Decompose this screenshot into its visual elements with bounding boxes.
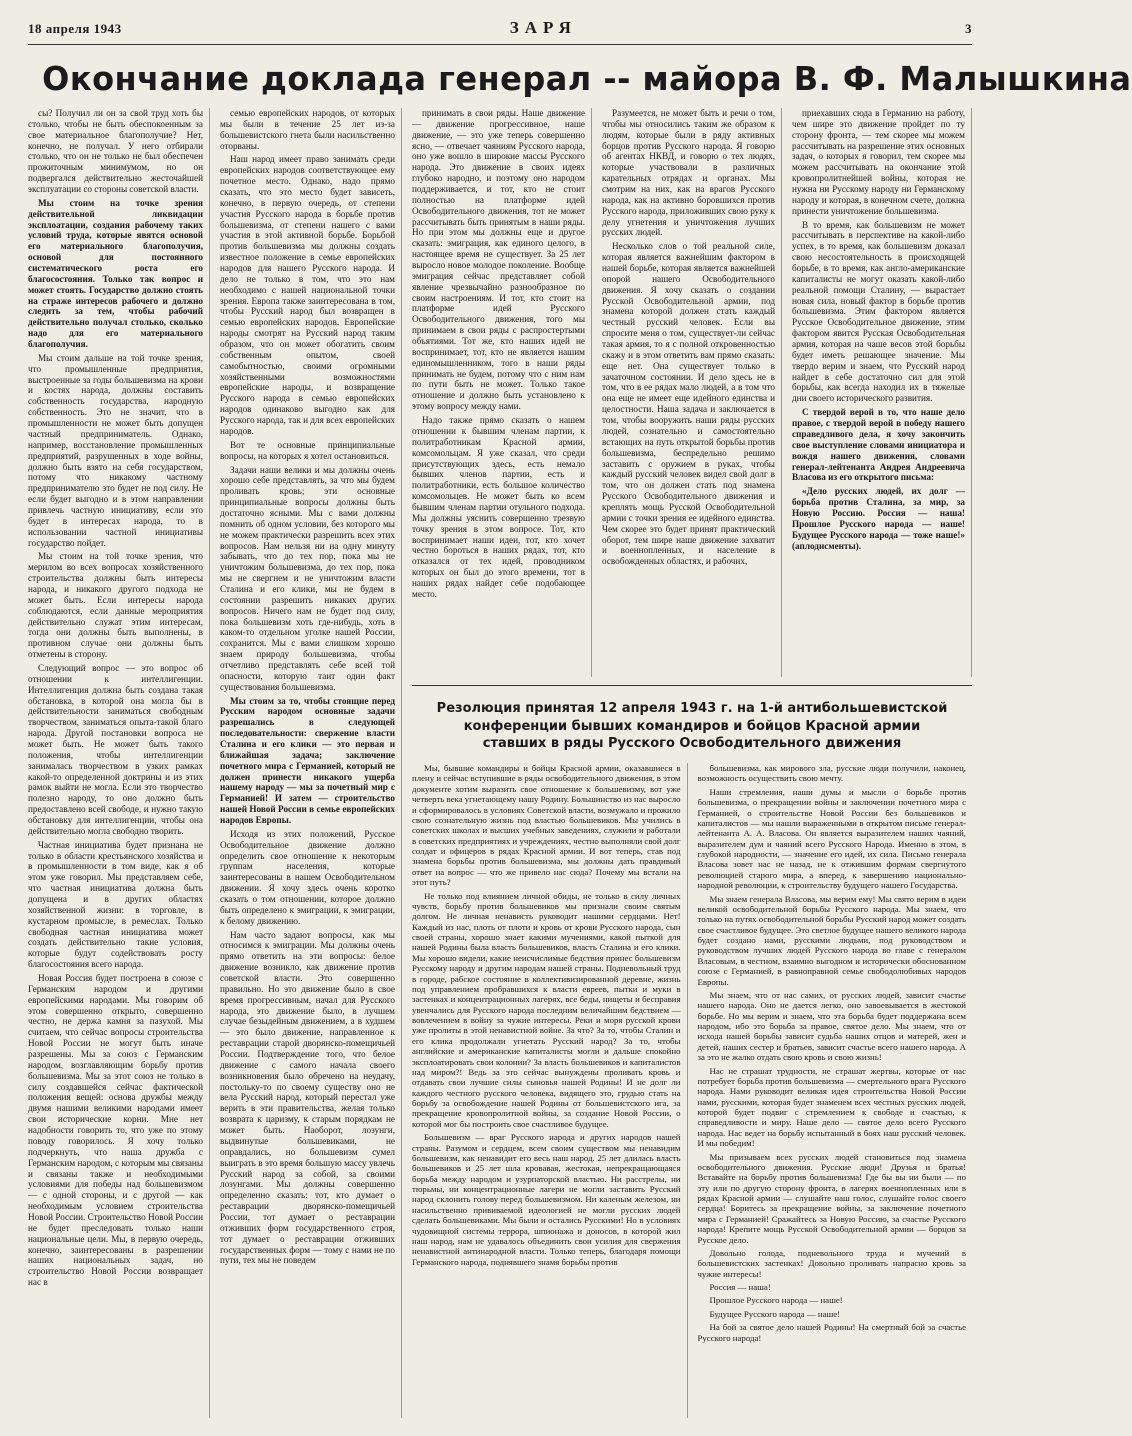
- paragraph: Исходя из этих положений, Русское Освободительное движение должно определить свое отношение к некоторым группам населения, которые заинтересованы в нашем Освободительном движении. Я хочу здесь очень коротко сказать о том отношении, которое должно быть определено к эмиграции, к эмиграции, к белому движению.: [220, 828, 395, 926]
- paragraph: сы? Получил ли он за свой труд хоть бы столько, чтобы не быть обеспокоенным за свое материальное благополучие? Нет, конечно, не получал. У него отбирали столько, что он не только не был обеспечен прожиточным минимумом, но он подвергался действительно жесточайшей эксплуатации со стороны советской власти.: [28, 108, 203, 195]
- paragraph: большевизма, как мирового зла, русские люди получили, наконец, возможность осуществить свою мечту.: [697, 763, 966, 784]
- paragraph: «Дело русских людей, их долг — борьба против Сталина, за мир, за Новую Россию. Россия — наша! Прошлое Русского народа — наше! Будущее Русского народа — тоже наше!» (аплодисменты).: [792, 486, 965, 551]
- paragraph: Частная инициатива будет признана не только в области крестьянского хозяйства и в промышленности в том виде, как я об этом уже говорил. Мы представляем себе, что частная инициатива должна быть допущена и в других областях хозяйственной жизни: в торговле, в кустарном промысле, в ремеслах. Только свободная частная инициатива может создать действительно такие условия, которые будут содействовать росту благосостояния всего народа.: [28, 839, 203, 970]
- paragraph: Мы стоим дальше на той точке зрения, что промышленные предприятия, выстроенные за годы большевизма на крови и костях народа, должны составить собственность государства, народную собственность. Это не значит, что в промышленности не может быть допущен частный предприниматель. Однако, например, восстановление промышленных предприятий, разрушенных в ходе войны, должно быть взято на себя государством, потому что никакому частному предпринимателю это будет не под силу. Не если будет выгодно и в этом направлении привлечь частную инициативу, если это будет в интересах народа, то в использовании частной инициативы государство пойдет.: [28, 352, 203, 548]
- text-column-4: [602, 108, 782, 677]
- paragraph: Наши стремления, наши думы и мысли о борьбе против большевизма, о прекращении войны и заключении почетного мира с Германией, о строительстве Новой России без большевиков и капиталистов — мы нашли выраженными в открытом письме генерал-лейтенанта А. А. Власова. Он является выразителем наших чаяний, выразителем дум и чаяний всего Русского Народа. Именно в этом, в глубокой народности, — значение его идей, их сила. Письмо генерала Власова зовет нас не назад, не к отжившим формам свергнутого революцией старого мира, а вперед, к завершению национально-народной революции, к строительству будущего нашего Государства.: [697, 786, 966, 891]
- paragraph: Россия — наша!: [709, 1282, 771, 1292]
- paragraph: Следующий вопрос — это вопрос об отношении к интеллигенции. Интеллигенция должна быть создана такая обстановка, в которой она могла бы в действительности заниматься свободным творчеством, заниматься опыта-такой благо народа. Другой постановки вопроса не может быть. Не может быть такого положения, чтобы интеллигенции занималась творчеством в узких рамках какой-то определенной доктрины и из этих рамок выйти не могла. Если это творчество полезно народу, то оно должно быть предоставлено всей свободе, и нужно такую обстановку для интеллигенции, чтобы она действительно могла свободно творить.: [28, 662, 203, 836]
- paragraph: Разумеется, не может быть и речи о том, чтобы мы относились таким же образом к людям, которые были в ряду активных борцов против Русского народа. Я говорю об агентах НКВД, и говорю о тех людях, которые участвовали в различных карательных отрядах и органах. Мы смотрим на них, как на врагов Русского народа, как на активно боровшихся против Русского народа, приложивших свою руку к делу угнетения и уничтожения лучших русских людей.: [602, 108, 775, 238]
- paragraph: Задачи наши велики и мы должны очень хорошо себе представлять, за что мы будем проливать кровь; эти основные принципиальные вопросы должны быть достаточно ясными. Мы с вами должны помнить об одном условии, без которого мы не можем практически разрешить всех этих вопросов. Нам нельзя ни на одну минуту забывать, что до тех пор, пока мы не уничтожим большевизма, до тех пор, пока мы не свергнем и не уничтожим власти Сталина и его клики, мы не будем в состоянии разрешить никаких других вопросов. Ничего нам не будет под силу, пока большевизм хоть где-нибудь, хоть в каком-то отдельном уголке нашей России, сохранится. Мы с вами слишком хорошо знаем природу большевизма, чтобы отчетливо представлять себе всей той опасности, которую таит один факт существования большевизма.: [220, 464, 395, 692]
- paragraph: Мы призываем всех русских людей становиться под знамена освободительного движения. Русские люди! Друзья и братья! Вставайте на борьбу против большевизма! Где бы вы ни были — по эту или по другую сторону фронта, в лагерях военнопленных или в рядах Красной армии — слушайте наш голос, слушайте голос своего сердца! Боритесь за прекращение войны, за заключение почетного мира с Германией! Сражайтесь за Новую Россию, за счастье Русского народа! Крепите мощь Русской Освободительной армии — борцов за Русское дело.: [697, 1151, 966, 1245]
- article-headline: Окончание доклада генерал -- майора В. Ф. Малышкина: [42, 59, 1132, 98]
- paragraph: Надо также прямо сказать о нашем отношении к бывшим членам партии, к политработникам Красной армии, комсомольцам. Я уже сказал, что среди присутствующих здесь, есть немало бывших членов партии, есть и политработники, есть большое количество комсомольцев. Не может быть ко всем бывшим членам партии отульного подхода. Мы должны уяснить совершенно трезвую точку зрения в этом вопросе. Тот, кто воспринимает наши идеи, тот, кто хочет честно бороться в наших рядах, тот, кто отказался от тех идей, проводником которых он был до этого времени, тот в наших рядах найдет себе подобающее место.: [412, 415, 585, 599]
- paragraph: Мы стоим на точке зрения действительной ликвидации эксплоатации, создания рабочему таких условий труда, которые явятся основой его материального благополучия, основой для постоянного систематического роста его благосостояния. Только так вопрос и может стоять. Государство должно стоять на страже интересов рабочего и должно следить за тем, чтобы рабочий действительно получал столько, сколько надо для его материального благополучия.: [28, 197, 203, 350]
- text-column-1: [28, 108, 210, 1418]
- middle-section: [412, 108, 972, 1418]
- paragraph: Мы знаем, что от нас самих, от русских людей, зависит счастье нашего народа. Оно не дается легко, оно завоевывается в жестокой борьбе. Но мы верим и знаем, что эта борьба будет поддержана всем народом, ибо это борьба за правое, святое дело. Мы знаем, что от исхода нашей борьбы зависит судьба наших отцов и матерей, жен и детей, наших сестер и братьев, зависит счастье всего нашего народа. А за это не жалко отдать свою кровь и свою жизнь!: [697, 989, 966, 1063]
- paragraph: Наш народ имеет право занимать среди европейских народов соответствующее ему почетное место. Однако, надо прямо сказать, что это место будет зависеть, конечно, в первую очередь, от степени участия Русского народа в борьбе против большевизма, от степени нашего с вами участия в этой активной борьбе. Борьбой против большевизма мы должны создать известное положение в семье европейских народов для нашего Русского народа. И дело не только в том, что это нам необходимо с нашей национальной точки зрения. Европа также заинтересована в том, чтобы Русский народ был возвращен в семью европейских народов. Европейские народы смотрят на Русский народ таким образом, что он может обогатить своим собственным опытом, своей самобытностью, своими огромными хозяйственными возможностями европейские народы, и возвращение Русского народа в семью европейских народов одинаково выгодно как для Русского народа, так и для всех европейских народов.: [220, 154, 395, 436]
- article-body: [28, 108, 972, 1418]
- resolution-section: [412, 685, 972, 1418]
- paragraph: Будущее Русского народа — наше!: [709, 1308, 841, 1319]
- paragraph: Мы знаем генерала Власова, мы верим ему! Мы свято верим в идеи великой освободительной борьбы Русского народа. Мы знаем, что только на путях освободительной борьбы Русский народ может создать свое счастливое будущее. Это светлое будущее нашего великого народа будет создано нами, русскими людьми, под руководством и руководством лучших людей Русского народа во главе с генералом Власовым, в честном, взаимно выгодном и исторически обоснованном союзе с Германией, в равноправной семье свободолюбивых народов Европы.: [697, 893, 966, 987]
- paragraph: Новая Россия будет построена в союзе с Германским народом и другими европейскими народами. Мы говорим об этом совершенно открыто, совершенно честно, не держа камня за пазухой. Мы считаем, что сейчас вопросы строительства Новой России не могут быть иначе разрешены. Мы за союз с Германским народом, возглавляющим борьбу против большевизма. Мы за этот союз не только в силу создавшейся сейчас фактической положения вещей: основа дружбы между двумя нашими великими народами имеет свои исторические корни. Мне нет надобности говорить то, что уже по этому поводу говорилось. Я хочу только подчеркнуть, что наша дружба с Германским народом, с которым мы связаны и связаны также и необходимыми условиями для победы над большевизмом — с одной стороны, и с другой — как необходимым условием строительства Новой России. Строительство Новой России не будет преследовать только наши национальные цели. Мы, в первую очередь, конечно, заинтересованы в разрешении наших национальных задач, но строительство Новой России возвращает нас в: [28, 973, 203, 1288]
- paragraph: Довольно голода, подневольного труда и мучений в большевистских застенках! Довольно проливать напрасно кровь за чужие интересы!: [697, 1247, 966, 1279]
- resolution-column-left: [412, 763, 688, 1418]
- paragraph: С твердой верой в то, что наше дело правое, с твердой верой в победу нашего справедливого дела, я хочу закончить свое выступление словами инициатора и вождя нашего движения, словами генерал-лейтенанта Андрея Андреевича Власова из его открытого письма:: [792, 407, 965, 483]
- paragraph: Мы стоим на той точке зрения, что мерилом во всех вопросах хозяйственного строительства должны быть интересы народа, и никакого другого подхода не может быть. Если интересы народа соблюдаются, если данные мероприятия действительно служат этим интересам, тогда они должны быть выполнены, в противном случае они должны быть отметены в сторону.: [28, 551, 203, 660]
- text-column-3: [412, 108, 592, 677]
- paragraph: На бой за святое дело нашей Родины! На смертный бой за счастье Русского народа!: [697, 1322, 966, 1343]
- paragraph: В то время, как большевизм не может рассчитывать в перспективе на какой-либо успех, в то время, как большевизм доказал свою несостоятельность в происходящей борьбе, в то время, как англо-американские капиталисты не могут оказать какой-либо реальной помощи Сталину, — вырастает новая сила, новый фактор в борьбе против большевизма. Этим фактором является Русское Освободительное движение, этим фактором явится Русская Освободительная армия, которая на чаше весов этой борьбы будет иметь решающее значение. Мы твердо верим и знаем, что Русский народ найдет в себе достаточно сил для этой борьбы, как всегда находил их в тяжелые дни своего исторического развития.: [792, 219, 965, 404]
- paragraph: Большевизм — враг Русского народа и других народов нашей страны. Разумом и сердцем, всем своим существом мы ненавидим большевизм, как ненавидит его весь наш народ. 25 лет длилась власть большевиков и 25 лет шла кровавая, жестокая, непрекращающаяся борьба между народом и узурпаторской властью. Ни расстрелы, ни тюрьмы, ни концентрационные лагери не могли заставить Русский народ склонить голову перед большевизмом. Ни каленым железом, ни насильственно прививаемой идеологией не могли русских людей сделать большевиками. Мы были и остались Русскими! Но в условиях чудовищной системы террора, шпионажа и доносов, в которой жил наш народ, нам не удавалось объединить свои усилия для свержения ненавистной антинародной власти. Только теперь, благодаря помощи Германского народа, поднявшего знамя борьбы против: [412, 1132, 681, 1267]
- newspaper-name: ЗАРЯ: [509, 18, 577, 37]
- middle-top-columns: [412, 108, 972, 677]
- paragraph: Прошлое Русского народа — наше!: [709, 1295, 843, 1306]
- masthead: [28, 18, 972, 45]
- paragraph: Мы, бывшие командиры и бойцы Красной армии, оказавшиеся в плену и сейчас вступившие в ряды освободительного движения, в этом документе хотим выразить свое отношение к большевизму, вот уже четверть века угнетающему нашу Родину. Большинство из нас выросло и сформировалось в условиях Советской власти, возмужало и прожило свою сознательную жизнь под властью большевиков. Мы учились в советских школах и высших учебных заведениях, служили и работали в советских предприятиях и учреждениях, честно выполняли свой долг солдат и офицеров в рядах Красной армии. И вот теперь, став под знамена борьбы против большевизма, мы должны дать правдивый ответ на вопрос — что же привело нас сюда? Почему мы встали на этот путь?: [412, 763, 681, 888]
- paragraph: приехавших сюда в Германию на работу, чем шире это движение пройдет по ту сторону фронта, — тем скорее мы можем рассчитывать на разрешение этих основных задач, о которых я говорил, тем скорее мы можем рассчитывать на окончание этой кровопролитнейшей войны, которая не нужна ни Русскому народу ни Германскому народу и которая, в конечном счете, должна принести уничтожение большевизма.: [792, 108, 965, 216]
- resolution-title: Резолюция принятая 12 апреля 1943 г. на 1-й антибольшевистской конференции бывших командиров и бойцов Красной армии ставших в ряды Русского Освободительного движения: [436, 701, 948, 752]
- paragraph: Несколько слов о той реальной силе, которая является важнейшим фактором в нашей борьбе, которая является важнейшей опорой нашего Освободительного движения. Я хочу сказать о создании Русской Освободительной армии, под знамена которой должен стать каждый честный русский человек. Если вы спросите меня о том, существует-ли сейчас такая армия, то я с полной откровенностью скажу и в этом ответить вам прямо сказать: еще нет. Она существует только в зачаточном состоянии. И дело здесь не в том, что в ее рядах мало людей, а в том что она еще не имеет еще идейного единства и целостности. Наша задача и заключается в том, чтобы вооружить наши ряды русских людей, сознательно и самостоятельно встающих на путь открытой борьбы против большевизма, беспредельно решимо заставить с оружием в руках, чтобы каждый русский человек видел свой долг в том, что он должен стать под знамена Русского Освободительного движения и креплять мощь Русской Освободительной армии с точки зрения ее идейного единства. Чем скорее это будет принят практический оборот, тем шире наше движение захватит и военнопленных, и население в освобожденных областях, и рабочих,: [602, 241, 775, 567]
- paragraph: Не только под влиянием личной обиды, не только в силу личных чувств, борьбу против большевиков мы признали своим святым долгом. Не личная ненависть руководит нашими сердцами. Нет! Каждый из нас, плоть от плоти и кровь от крови Русского народа, сын своей страны, хорошо знает какими мучениями, какой пыткой для нашей Родины была власть большевиков, власть Сталина и его клики. Мы хорошо видели, какие неисчислимые бедствия принес большевизм Русскому народу и другим народам нашей страны. Подневольный труд в городе, рабское состояние в коллективизированной деревне, жизнь под управлением пробравшихся к власти евреев, пытки и муки в застенках и концентрационных лагерях, все беды, нищеты и бесправия увенчались для Русского народа последним величайшим бедствием — вовлечением в войну за чужие интересы. Реки и моря русской крови уже пролиты в этой ненавистной войне. За что? За то, чтобы Сталин и его клика продолжали угнетать Русский народ? За то, чтобы английские и американские капиталисты могли и дальше спокойно эксплоатировать свои колонии? За власть большевиков и капиталистов над миром?! Ведь за это сейчас вынуждены проливать кровь и отдавать свои лучшие силы сыновья нашей Родины! И не долг ли каждого честного русского человека, видящего это, грудью стать на борьбу за освобождение нашей Родины от большевистского ига, за прекращение кровопролитной войны, за создание Новой России, о которой мог бы построить свое счастливое будущее.: [412, 890, 681, 1129]
- page-number: 3: [964, 21, 972, 36]
- paragraph: Мы стоим за то, чтобы стоящие перед Русским народом основные задачи разрешались в следующей последовательности: свержение власти Сталина и его клики — это первая и ближайшая задача; заключение почетного мира с Германией, который не должен принести никакого ущерба нашему народу — мы за почетный мир с Германией! И затем — строительство нашей Новой России в семье европейских народов Европы.: [220, 695, 395, 825]
- paragraph: Вот те основные принципиальные вопросы, на которых я хотел остановиться.: [220, 439, 395, 461]
- resolution-column-right: [698, 763, 973, 1418]
- text-column-2: [220, 108, 402, 1418]
- text-column-5: [792, 108, 972, 677]
- paragraph: Нас не страшат трудности, не страшат жертвы, которые от нас потребует борьба против большевизма — смертельного врага Русского народа. Нами руководит великая идея строительства Новой России нами, русскими, которая будет знаменем всех честных русских людей, которой будет подвиг с стремлением к свободе и счастью, к справедливости и миру. Наше дело — святое дело всего Русского народа. Нас ведет на борьбу испытанный в боях наш русский человек. И мы победим!: [697, 1065, 966, 1149]
- paragraph: семью европейских народов, от которых мы были в течение 25 лет из-за большевистского гнета были насильственно оторваны.: [220, 108, 395, 151]
- paragraph: Нам часто задают вопросы, как мы относимся к эмиграции. Мы должны очень прямо ответить на эти вопросы: белое движение возникло, как движение против советской власти. Это совершенно правильно. Но это движение было в свое время прогрессивным, начал для Русского народа, это движение было, в лучшем случае безыдейным движением, а в худшем — это было движение, направленное к реставрации старой дворянско-помещичьей России. Подтверждение того, что белое движение с самого начала своего возникновения было обречено на неудачу, постольку-то по своему существу оно не вела Русский народ, который перестал уже верить в эти правительства, желая только возврата к царизму, к старым порядкам не может быть. Наоборот, лозунги, выдвинутые большевиками, не оправдались, но большевизм сумел выиграть в это время большую массу увлечь Русский народ за собой, за своими лозунгами. Мы должны совершенно определенно сказать: тот, кто думает о реставрации дворянско-помещичьей России, тот думает о реставрации отживших форм государственного строя, тот думает о реставрации отживших государственных форм — тому с нами не по пути, тех мы не поведем: [220, 929, 395, 1266]
- issue-date: 18 апреля 1943: [28, 21, 122, 36]
- paragraph: принимать в свои ряды. Наше движение — движение прогрессивное, наше движение, — это уже теперь совершенно ясно, — отвечает чаяниям Русского народа, оно уже вошло в широкие массы Русского народа. Это движение в своих идеях глубоко народно, и поэтому оно народом поддерживается, и тот, кто не стоит полностью на платформе идей Освободительного движения, тот не может рассчитывать быть принятым в наши ряды. Но при этом мы должны еще и другое сказать: эмиграция, как единого целого, в настоящее время не существует. За 25 лет выросло новое молодое поколение. Вообще эмиграция сейчас представляет собой явление чрезвычайно разнообразное по своим настроениям. И тот, кто стоит на платформе идей Русского Освободительного движения, того мы принимаем в свои ряды с распростертыми объятиями. Тот же, кто наших идей не воспринимает, тот, кто не является нашим единомышленником, того в наши ряды принимать не будем, потому что с ним нам по пути быть не может. Только такое отношение и должно быть установлено к этому вопросу между нами.: [412, 108, 585, 412]
